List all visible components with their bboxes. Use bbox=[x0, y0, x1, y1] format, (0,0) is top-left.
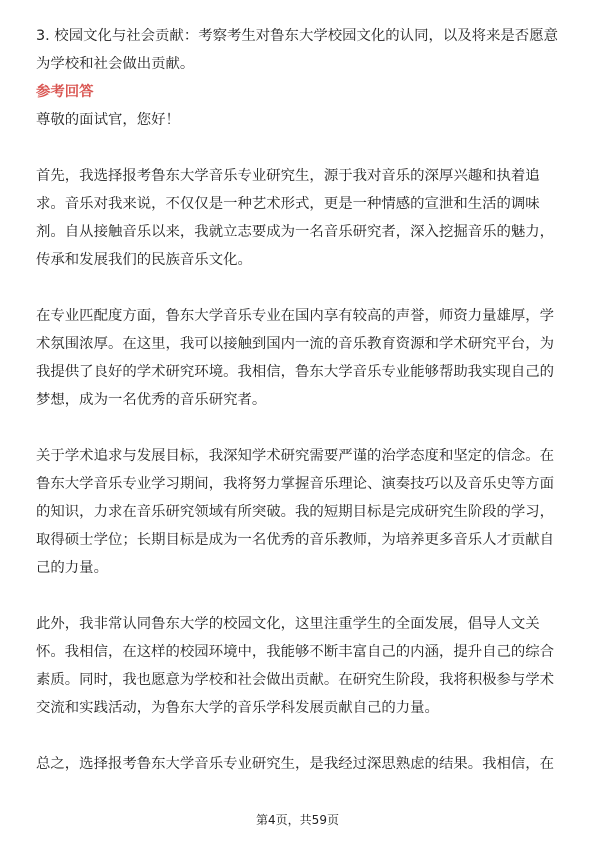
question-text: 3. 校园文化与社会贡献：考察考生对鲁东大学校园文化的认同，以及将来是否愿意为学校和社会做出贡献。 bbox=[36, 28, 558, 72]
paragraph-1: 首先，我选择报考鲁东大学音乐专业研究生，源于我对音乐的深厚兴趣和执着追求。音乐对我来说，不仅仅是一种艺术形式，更是一种情感的宣泄和生活的调味剂。自从接触音乐以来，我就立志要成为一名音乐研究者，深入挖掘音乐的魅力，传承和发展我们的民族音乐文化。 bbox=[36, 168, 555, 268]
page-number: 第4页，共59页 bbox=[256, 813, 339, 827]
paragraph-4: 此外，我非常认同鲁东大学的校园文化，这里注重学生的全面发展，倡导人文关怀。我相信，在这样的校园环境中，我能够不断丰富自己的内涵，提升自己的综合素质。同时，我也愿意为学校和社会做出贡献。在研究生阶段，我将积极参与学术交流和实践活动，为鲁东大学的音乐学科发展贡献自己的力量。 bbox=[36, 616, 555, 716]
document-page bbox=[36, 22, 559, 778]
paragraph-3: 关于学术追求与发展目标，我深知学术研究需要严谨的治学态度和坚定的信念。在鲁东大学音乐专业学习期间，我将努力掌握音乐理论、演奏技巧以及音乐史等方面的知识，力求在音乐研究领域有所突破。我的短期目标是完成研究生阶段的学习，取得硕士学位；长期目标是成为一名优秀的音乐教师，为培养更多音乐人才贡献自己的力量。 bbox=[36, 448, 555, 576]
paragraph-5: 总之，选择报考鲁东大学音乐专业研究生，是我经过深思熟虑的结果。我相信，在 bbox=[36, 756, 555, 772]
answer-heading: 参考回答 bbox=[36, 84, 94, 100]
greeting-text: 尊敬的面试官，您好！ bbox=[36, 112, 180, 128]
paragraph-2: 在专业匹配度方面，鲁东大学音乐专业在国内享有较高的声誉，师资力量雄厚，学术氛围浓厚。在这里，我可以接触到国内一流的音乐教育资源和学术研究平台，为我提供了良好的学术研究环境。我相信，鲁东大学音乐专业能够帮助我实现自己的梦想，成为一名优秀的音乐研究者。 bbox=[36, 308, 555, 408]
